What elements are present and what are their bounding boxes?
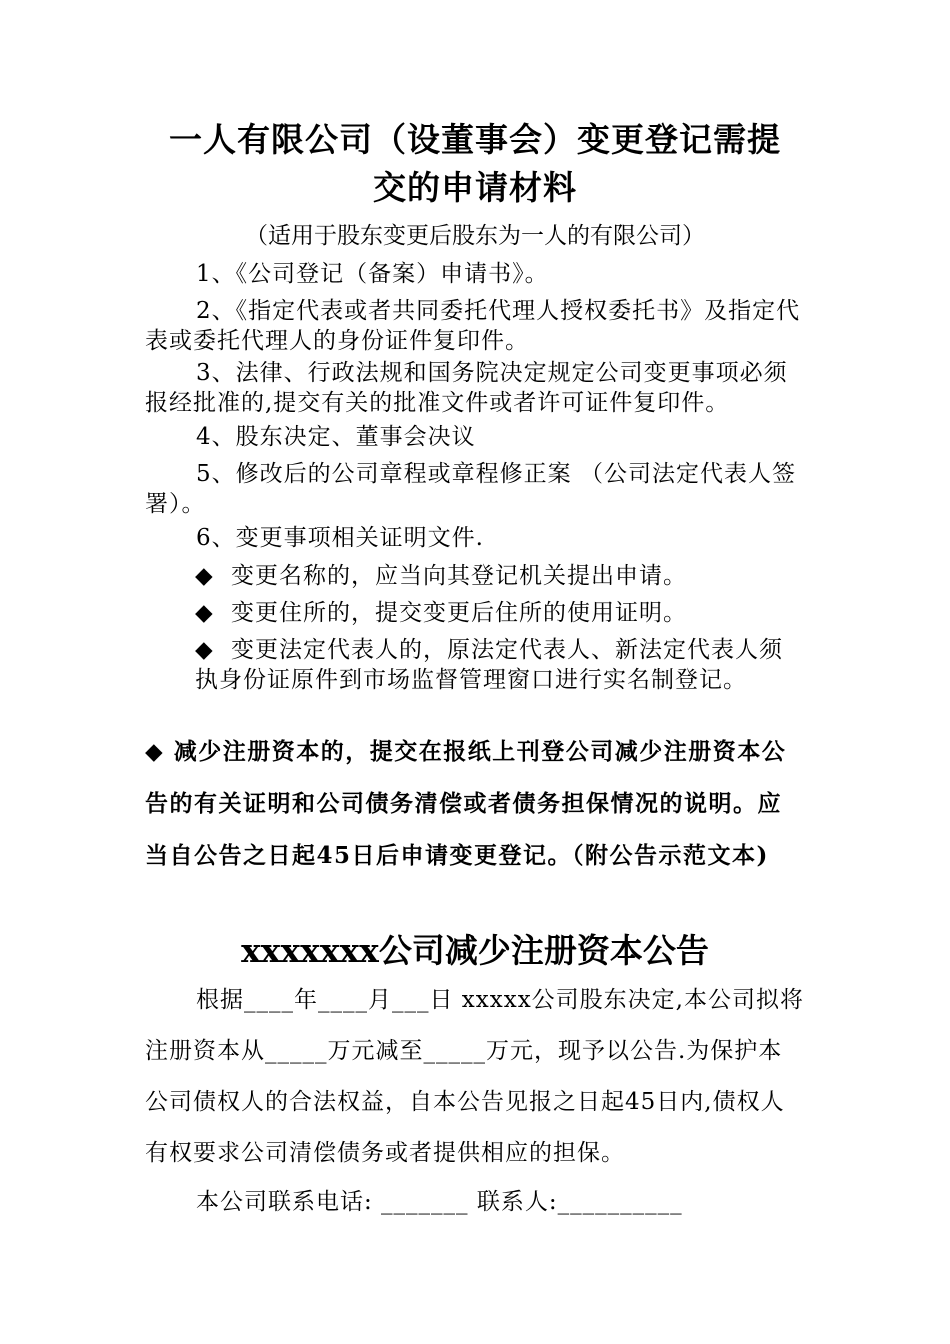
item-2: 2、《指定代表或者共同委托代理人授权委托书》及指定代表或委托代理人的身份证件复印件。 [145, 298, 801, 354]
bullet-text: 变更住所的，提交变更后住所的使用证明。 [231, 600, 687, 626]
item-6: 6、变更事项相关证明文件. [196, 525, 484, 551]
bullet-item-legal-rep-change [195, 635, 805, 695]
document-title-line1: 一人有限公司（设董事会）变更登记需提 [169, 120, 781, 159]
document-title-line2: 交的申请材料 [373, 168, 577, 207]
item-3: 3、法律、行政法规和国务院决定规定公司变更事项必须报经批准的,提交有关的批准文件或者许可证件复印件。 [145, 360, 788, 416]
capital-reduction-notice: ◆ 减少注册资本的，提交在报纸上刊登公司减少注册资本公告的有关证明和公司债务清偿或者债务担保情况的说明。应当自公告之日起45日后申请变更登记。（附公告示范文本) [145, 738, 787, 869]
item-4: 4、股东决定、董事会决议 [196, 424, 476, 450]
bullet-item-address-change [195, 598, 805, 628]
bullet-text: 变更法定代表人的，原法定代表人、新法定代表人须执身份证原件到市场监督管理窗口进行实名制登记。 [195, 637, 783, 693]
diamond-bullet-icon: ◆ [195, 637, 214, 663]
notice-body: 根据____年____月___日 xxxxx公司股东决定,本公司拟将注册资本从_____万元减至_____万元，现予以公告.为保护本公司债权人的合法权益，自本公告见报之日起45日内,债权人有权要求公司清偿债务或者提供相应的担保。 [145, 987, 804, 1166]
bullet-item-name-change [195, 561, 805, 591]
item-5: 5、修改后的公司章程或章程修正案 （公司法定代表人签署）。 [145, 461, 796, 517]
diamond-bullet-icon: ◆ [195, 563, 214, 589]
diamond-bullet-icon: ◆ [195, 600, 214, 626]
notice-contact: 本公司联系电话: _______ 联系人:__________ [196, 1189, 683, 1215]
bullet-text: 变更名称的，应当向其登记机关提出申请。 [231, 563, 687, 589]
notice-title: xxxxxxx公司减少注册资本公告 [241, 931, 709, 970]
document-subtitle: （适用于股东变更后股东为一人的有限公司） [245, 223, 705, 249]
item-1: 1、《公司登记（备案）申请书》。 [196, 261, 549, 287]
